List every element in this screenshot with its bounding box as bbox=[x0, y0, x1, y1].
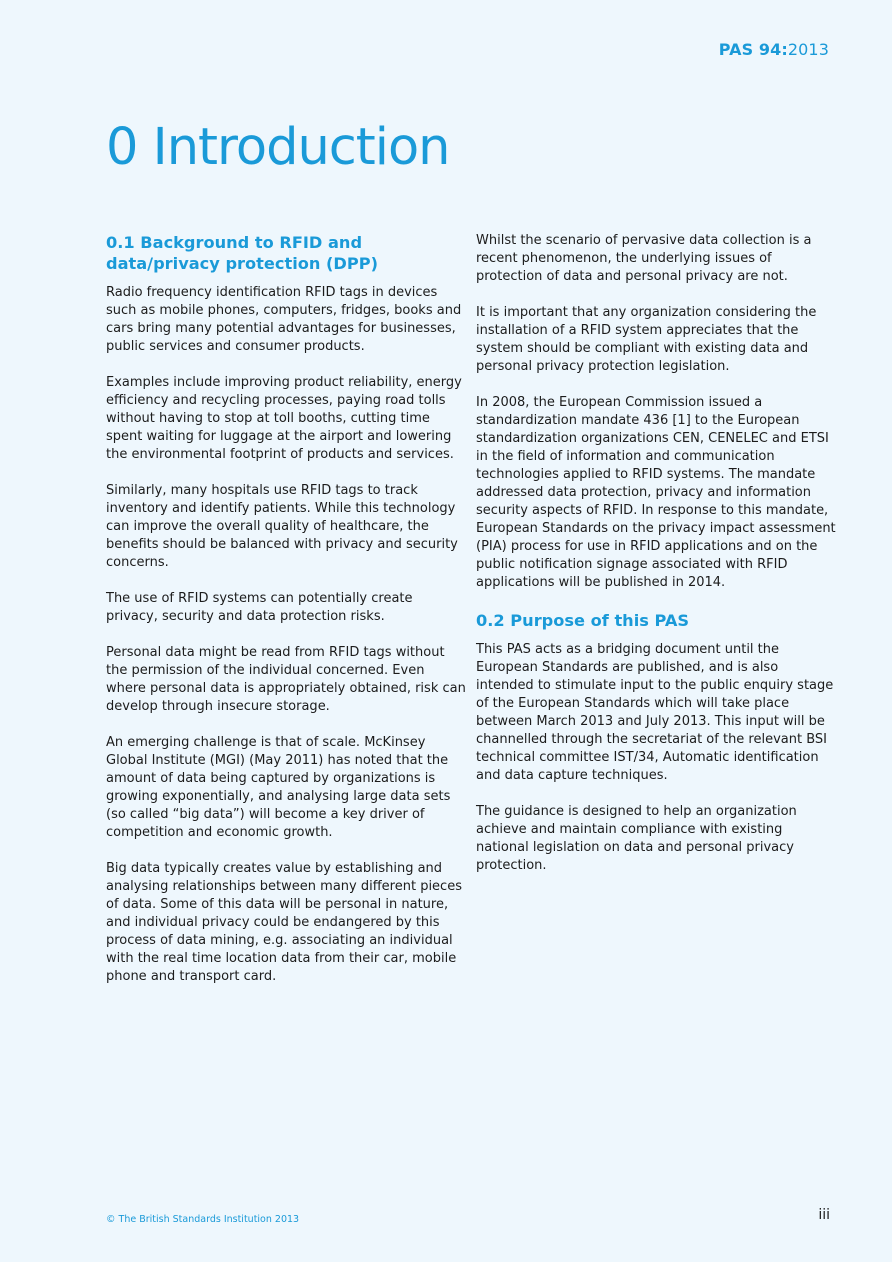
pas-year: 2013 bbox=[787, 40, 829, 59]
paragraph: This PAS acts as a bridging document until the European Standards are published, and is also intended to stimulate input to the public enquiry stage of the European Standards which will take place between March 2013 and July 2013. This input will be channelled through the secretariat of the relevant BSI technical committee IST/34, Automatic identification and data capture techniques. bbox=[476, 642, 834, 783]
page-title: 0 Introduction bbox=[106, 118, 450, 177]
right-column bbox=[476, 232, 836, 893]
paragraph: Similarly, many hospitals use RFID tags to track inventory and identify patients. While this technology can improve the overall quality of healthcare, the benefits should be balanced with privacy and security concerns. bbox=[106, 483, 458, 570]
paragraph: An emerging challenge is that of scale. McKinsey Global Institute (MGI) (May 2011) has noted that the amount of data being captured by organizations is growing exponentially, and analysing large data sets (so called “big data”) will become a key driver of competition and economic growth. bbox=[106, 735, 451, 840]
paragraph: Examples include improving product reliability, energy efficiency and recycling processes, paying road tolls without having to stop at toll booths, cutting time spent waiting for luggage at the airport and lowering the environmental footprint of products and services. bbox=[106, 375, 462, 462]
paragraph: The use of RFID systems can potentially create privacy, security and data protection risks. bbox=[106, 591, 413, 624]
section-heading-0-2: 0.2 Purpose of this PAS bbox=[476, 611, 690, 630]
pas-code: PAS 94: bbox=[718, 40, 788, 59]
page-number: iii bbox=[818, 1207, 830, 1223]
section-heading-0-1: 0.1 Background to RFID and data/privacy protection (DPP) bbox=[106, 233, 378, 273]
paragraph: In 2008, the European Commission issued a standardization mandate 436 [1] to the European standardization organizations CEN, CENELEC and ETSI in the field of information and communication technologies applied to RFID systems. The mandate addressed data protection, privacy and information security aspects of RFID. In response to this mandate, European Standards on the privacy impact assessment (PIA) process for use in RFID applications and on the public notification signage associated with RFID applications will be published in 2014. bbox=[476, 395, 836, 590]
paragraph: The guidance is designed to help an organization achieve and maintain compliance with existing national legislation on data and personal privacy protection. bbox=[476, 804, 797, 873]
paragraph: Personal data might be read from RFID tags without the permission of the individual concerned. Even where personal data is appropriately obtained, risk can develop through insecure storage. bbox=[106, 645, 466, 714]
paragraph: Radio frequency identification RFID tags in devices such as mobile phones, computers, fridges, books and cars bring many potential advantages for businesses, public services and consumer products. bbox=[106, 285, 462, 354]
paragraph: Whilst the scenario of pervasive data collection is a recent phenomenon, the underlying issues of protection of data and personal privacy are not. bbox=[476, 233, 812, 284]
paragraph: It is important that any organization considering the installation of a RFID system appreciates that the system should be compliant with existing data and personal privacy protection legislation. bbox=[476, 305, 817, 374]
copyright-notice: © The British Standards Institution 2013 bbox=[106, 1214, 300, 1225]
left-column bbox=[106, 232, 466, 1004]
paragraph: Big data typically creates value by establishing and analysing relationships between many different pieces of data. Some of this data will be personal in nature, and individual privacy could be endangered by this process of data mining, e.g. associating an individual with the real time location data from their car, mobile phone and transport card. bbox=[106, 861, 462, 984]
running-header bbox=[719, 40, 829, 59]
